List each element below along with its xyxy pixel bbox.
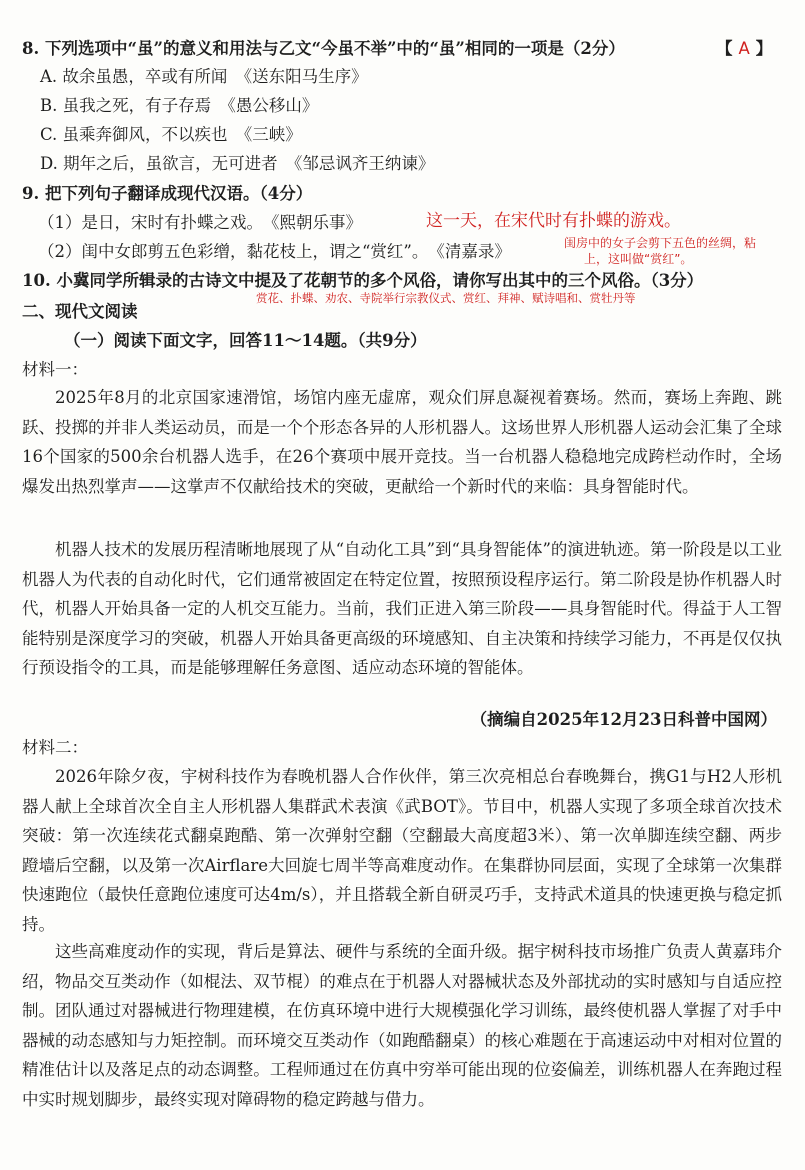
q9-answer-1: 这一天，在宋代时有扑蝶的游戏。 bbox=[426, 211, 681, 231]
section-subtitle: （一）阅读下面文字，回答11～14题。（共9分） bbox=[64, 331, 427, 350]
q8-option-c: C. 虽乘奔御风，不以疾也 《三峡》 bbox=[40, 125, 302, 144]
material-1-paragraph-1: 2025年8月的北京国家速滑馆，场馆内座无虚席，观众们屏息凝视着赛场。然而，赛场上奔跑、跳跃、投掷的并非人类运动员，而是一个个形态各异的人形机器人。这场世界人形机器人运动会汇集了全球16个国家的500余台机器人选手，在26个赛项中展开竞技。当一台机器人稳稳地完成跨栏动作时，全场爆发出热烈掌声——这掌声不仅献给技术的突破，更献给一个新时代的来临：具身智能时代。 bbox=[22, 388, 782, 496]
material-1-source: （摘编自2025年12月23日科普中国网） bbox=[470, 710, 777, 729]
q8-answer-box bbox=[716, 38, 772, 60]
q9-stem: 9. 把下列句子翻译成现代汉语。（4分） bbox=[22, 184, 313, 203]
q9-answer-2-line2: 上，这叫做“赏红”。 bbox=[584, 252, 693, 266]
q10-stem: 10. 小冀同学所辑录的古诗文中提及了花朝节的多个风俗，请你写出其中的三个风俗。（3分） bbox=[22, 271, 704, 290]
q10-answer: 赏花、扑蝶、劝农、寺院举行宗教仪式、赏红、拜神、赋诗唱和、赏牡丹等 bbox=[256, 291, 636, 305]
material-1-paragraph-2: 机器人技术的发展历程清晰地展现了从“自动化工具”到“具身智能体”的演进轨迹。第一阶段是以工业机器人为代表的自动化时代，它们通常被固定在特定位置，按照预设程序运行。第二阶段是协作机器人时代，机器人开始具备一定的人机交互能力。当前，我们正进入第三阶段——具身智能时代。得益于人工智能特别是深度学习的突破，机器人开始具备更高级的环境感知、自主决策和持续学习能力，不再是仅仅执行预设指令的工具，而是能够理解任务意图、适应动态环境的智能体。 bbox=[22, 540, 782, 677]
material-2-paragraph-1: 2026年除夕夜，宇树科技作为春晚机器人合作伙伴，第三次亮相总台春晚舞台，携G1与H2人形机器人献上全球首次全自主人形机器人集群武术表演《武BOT》。节目中，机器人实现了多项全球首次技术突破：第一次连续花式翻桌跑酷、第一次弹射空翻（空翻最大高度超3米）、第一次单脚连续空翻、两步蹬墙后空翻，以及第一次Airflare大回旋七周半等高难度动作。在集群协同层面，实现了全球第一次集群快速跑位（最快任意跑位速度可达4m/s），并且搭载全新自研灵巧手，支持武术道具的快速更换与稳定抓持。 bbox=[22, 767, 782, 934]
material-1-label: 材料一： bbox=[22, 360, 88, 379]
q9-answer-2-line1: 闺房中的女子会剪下五色的丝绸，粘 bbox=[564, 236, 757, 250]
q9-sentence-1: （1）是日，宋时有扑蝶之戏。 《熙朝乐事》 bbox=[38, 213, 362, 232]
q8-bracket-left: 【 bbox=[716, 39, 733, 58]
material-2-label: 材料二： bbox=[22, 738, 88, 757]
q8-stem: 8. 下列选项中“虽”的意义和用法与乙文“今虽不举”中的“虽”相同的一项是（2分） bbox=[22, 39, 625, 58]
q8-option-a: A. 故余虽愚，卒或有所闻 《送东阳马生序》 bbox=[40, 67, 368, 86]
q8-option-d: D. 期年之后，虽欲言，无可进者 《邹忌讽齐王纳谏》 bbox=[40, 154, 435, 173]
material-2-paragraph-2: 这些高难度动作的实现，背后是算法、硬件与系统的全面升级。据宇树科技市场推广负责人黄嘉玮介绍，物品交互类动作（如棍法、双节棍）的难点在于机器人对器械状态及外部扰动的实时感知与自适应控制。团队通过对器械进行物理建模，在仿真环境中进行大规模强化学习训练，最终使机器人掌握了对手中器械的动态感知与力矩控制。而环境交互类动作（如跑酷翻桌）的核心难题在于高速运动中对相对位置的精准估计以及落足点的动态调整。工程师通过在仿真中穷举可能出现的位姿偏差，训练机器人在奔跑过程中实时规划脚步，最终实现对障碍物的稳定跨越与借力。 bbox=[22, 942, 782, 1109]
q8-option-b: B. 虽我之死，有子存焉 《愚公移山》 bbox=[40, 96, 319, 115]
section-title: 二、现代文阅读 bbox=[22, 302, 138, 321]
q8-bracket-right: 】 bbox=[755, 39, 773, 58]
q8-answer: A bbox=[738, 39, 750, 58]
q9-sentence-2: （2）闺中女郎剪五色彩缯，黏花枝上，谓之“赏红”。 《清嘉录》 bbox=[38, 242, 511, 261]
